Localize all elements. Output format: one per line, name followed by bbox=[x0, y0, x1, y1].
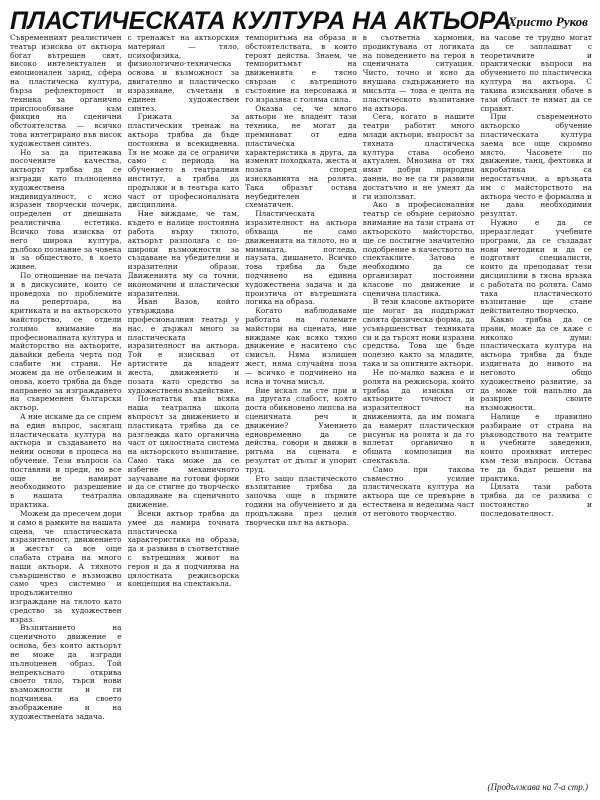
paragraph: на часове те трудно могат да се заплашват с теоретичните и практически въпроси на обучението по пластическа култура на актьора. С такива изисквания обаче в тази област те нямат да се справят. bbox=[480, 34, 592, 113]
paragraph: Нужно е да се преразгледат учебните програми, да се създадат нови методики и да се подготвят специалисти, които да преподават тези дисциплини в тясна връзка с работата по ролята. Само така пластическото възпитание ще стане действително творческо. bbox=[480, 218, 592, 316]
paragraph: Когато наблюдаваме работата на големите майстори на сцената, ние виждаме как всяко тяхно движение е наситено със смисъл. Няма излишен жест, няма случайна поза — всичко е подчинено на ясна и точна мисъл. bbox=[245, 306, 357, 386]
article-body bbox=[10, 34, 592, 794]
paragraph: с тренажът на актьорския материал — тяло, психофизика, физиологично-техническа основа и възможност за двигателно и пластическо изразяване, съчетани в единен художествен синтез. bbox=[127, 34, 240, 113]
article-column-3 bbox=[245, 34, 357, 794]
paragraph: Иван Вазов, който утвърждава професионалния театър у нас, е държал много за пластическата изразителност на актьора. Той е изисквал от артистите да владеят жеста, движението и позата като средство за художествено въздействие. bbox=[127, 297, 240, 395]
paragraph: Сега, когато в нашите театри работят много млади актьори, въпросът за тяхната пластическа култура става особено актуален. Мнозина от тях имат добри природни данни, но не са ги развили достатъчно и не умеят да ги използват. bbox=[362, 112, 475, 201]
paragraph: По-нататък във всяка наша театрална школа въпросът за движението и пластиката трябва да се разглежда като органична част от цялостната система на актьорското възпитание. Само така може да се избегне механичното заучаване на готови форми и да се стигне до творческо овладяване на сценичното движение. bbox=[127, 394, 240, 510]
paragraph: Грижата за пластическия тренаж на актьора трябва да бъде постоянна и всекидневна. Тя не може да се ограничи само с периода на обучението в театралния институт, а трябва да продължи и в театъра като част от професионалната дисциплина. bbox=[127, 112, 240, 210]
article-header bbox=[10, 6, 592, 34]
paragraph: Цялата тази работа трябва да се развива с постоянство и последователност. bbox=[480, 482, 592, 518]
paragraph: Ние виждаме, че там, където е налице постоянна работа върху тялото, актьорът разполага с по-широки възможности за създаване на убедителни и изразителни образи. Движенията му са точни, икономични и пластически изразителни. bbox=[127, 209, 240, 298]
paragraph: Можем да пресечем дори и само в рамките на нашата сцена, че пластическата изразителност, движението и жестът са все още слабата страна на много наши актьори. А тяхното съвършенство е възможно само чрез системно и продължително изграждане на тялото като средство за художествен израз. bbox=[10, 508, 122, 624]
paragraph: Ето защо пластическото възпитание трябва да започва още в първите години на обучението и да продължава през целия творчески път на актьора. bbox=[245, 473, 357, 527]
paragraph: Оказва се, че много актьори не владеят тази техника, не могат да преминават от една пластическа характеристика в друга, да изменят походката, жеста и позата според изискванията на ролята. Така образът остава неубедителен и схематичен. bbox=[245, 103, 357, 210]
article-column-4 bbox=[363, 34, 475, 794]
article-column-2 bbox=[128, 34, 240, 794]
paragraph: в съответна хармония, продиктувана от логиката на поведението на героя в сценичната ситуация. Чисто, точно и ясно да внушава съдържанието на мисълта — това е целта на пластическото възпитание на актьора. bbox=[362, 34, 475, 113]
paragraph: Какво трябва да се прави, може да се каже с няколко думи: пластическата култура на актьора трябва да бъде издигната до нивото на неговото общо художествено развитие, за да може той напълно да разкрие своите възможности. bbox=[480, 315, 592, 413]
article-author: Христо Руков bbox=[508, 14, 588, 29]
paragraph: Ако в професионалния театър се обърне сериозно внимание на тази страна от актьорското майсторство, ще се постигне значително подобрение в качеството на спектаклите. Затова е необходимо да се организират постоянни класове по движение и сценична пластика. bbox=[362, 200, 475, 298]
paragraph: При съвременното актьорско обучение пластическата култура заема все още скромно място. Часовете по движение, танц, фехтовка и акробатика са недостатъчни, а връзката им с майсторството на актьора често е формална и не дава необходимия резултат. bbox=[480, 112, 592, 219]
paragraph: По отношение на печата и в дискусиите, които се проведоха по проблемите на репертоара, на критиката и на актьорското майсторство, се отдели голямо внимание на професионалната култура и майсторство на актьорите, давайки дебела черта под слабите ни страни. Не можем да не отбележим и онова, което трябва да бъде направено за изграждането на съвременен български актьор. bbox=[10, 270, 122, 413]
paragraph: Само при такова съвместно усилие пластическата култура на актьора ще се превърне в естествена и неделима част от неговото творчество. bbox=[362, 464, 475, 518]
paragraph: В тези класове актьорите ще могат да поддържат своята физическа форма, да усъвършенстват техниката си и да търсят нови изразни средства. Това ще бъде полезно както за младите, така и за опитните актьори. bbox=[362, 297, 475, 369]
paragraph: Вие искал ли сте при и на другата слабост, която доста обикновено липсва на сценичната реч и движение? Умението едновременно да се действа, говори и движи в ритъма на сцената е резултат от дълъг и упорит труд. bbox=[245, 385, 357, 474]
paragraph: Съвременният реалистичен театър изисква от актьора богат вътрешен свят, високо интелектуален и емоционален заряд, сфера на пластическа култура, бърза рефлекторност и техника за органично приспособяване към фикция на сценични обстоятелства — всичко това интегрирано във висок художествен синтез. bbox=[10, 34, 122, 148]
paragraph: Не по-малко важна е и ролята на режисьора, който трябва да изисква от актьорите точност и изразителност на движенията, да им помага да намерят пластическия рисунък на ролята и да го вплетат органично в общата композиция на спектакъла. bbox=[362, 367, 475, 465]
paragraph: Възпитанието на сценичното движение е основа, без която актьорът не може да изгради пълноценен образ. Той непрекъснато открива своето тяло, търси нови възможности и ги подчинява на своето въображение и на художествената задача. bbox=[10, 623, 122, 721]
paragraph: Всеки актьор трябва да умее да намира точната пластическа характеристика на образа, да я развива в съответствие с вътрешния живот на героя и да я подчинява на цялостната режисьорска концепция на спектакъла. bbox=[127, 508, 240, 589]
paragraph: Пластическата изразителност на актьора обхваща не само движенията на тялото, но и мимиката, погледа, паузата, дишането. Всичко това трябва да бъде подчинено на единна художествена задача и да произтича от вътрешната логика на образа. bbox=[245, 209, 357, 307]
paragraph: Налице е правилно разбиране от страна на ръководството на театрите и учебните заведения, които проявяват интерес към тези въпроси. Остава те да бъдат решени на практика. bbox=[480, 411, 592, 483]
paragraph: А ние искаме да се спрем на един въпрос, засягащ пластическата култура на актьора и създаването на нейни основи в процеса на обучение. Тези въпроси са поставяни и преди, но все още не намират необходимото разрешение в нашата театрална практика. bbox=[10, 411, 122, 510]
paragraph: темпоритъма на образа и обстоятелствата, в които героят действа. Знаем, че темпоритъмът на движенията е тясно свързан с вътрешното състояние на персонажа и го изразява с голяма сила. bbox=[245, 34, 357, 104]
paragraph: Но за да притежава посочените качества, актьорът трябва да се изгради като пълноценна художествена индивидуалност, с ясно изразен творчески почерк, определен от днешната реалистична естетика. Всичко това изисква от него широка култура, дълбоко познание за човека и за обществото, в което живее. bbox=[10, 147, 122, 272]
continued-note: (Продължава на 7-а стр.) bbox=[487, 782, 588, 792]
article-title: ПЛАСТИЧЕСКАТА КУЛТУРА НА АКТЬОРА bbox=[10, 7, 512, 35]
article-column-1 bbox=[10, 34, 122, 794]
article-column-5 bbox=[480, 34, 592, 794]
